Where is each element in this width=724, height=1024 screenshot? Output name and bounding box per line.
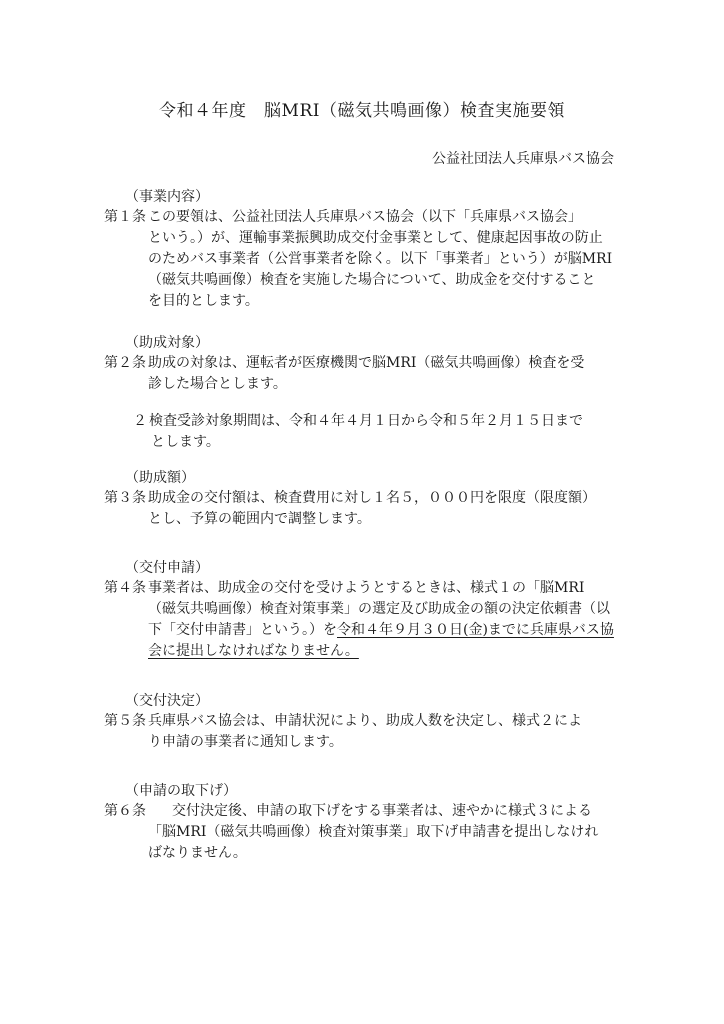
article-number: 第４条 [104,580,146,596]
article-line: を目的とします。 [148,293,259,309]
article-number: 第５条 [104,713,146,729]
article-5 [104,711,624,755]
article-line: という。）が、運輸事業振興助成交付金事業として、健康起因事故の防止 [148,230,603,246]
article-line: 助成金の交付額は、検査費用に対し１名５，０００円を限度（限度額） [148,490,596,506]
article-2 [104,353,624,397]
article-line: 兵庫県バス協会は、申請状況により、助成人数を決定し、様式２によ [148,713,582,729]
article-line: とし、予算の範囲内で調整します。 [148,511,371,527]
article-line: 事業者は、助成金の交付を受けようとするときは、様式１の「脳MRI [148,580,585,596]
article-line: 交付決定後、申請の取下げをする事業者は、速やかに様式３による [172,803,592,819]
article-line: この要領は、公益社団法人兵庫県バス協会（以下「兵庫県バス協会」 [148,209,582,225]
deadline-underlined-text-continued: 会に提出しなければなりません。 [148,643,359,659]
article-6 [104,801,624,867]
article-number: 第２条 [104,355,146,371]
organization-name: 公益社団法人兵庫県バス協会 [432,151,614,167]
article-number: 第６条 [104,803,146,819]
article-line: 「脳MRI（磁気共鳴画像）検査対策事業」取下げ申請書を提出しなけれ [148,824,599,840]
section-heading-6: （申請の取下げ） [125,783,237,799]
article-4 [104,578,624,666]
article-1 [104,207,624,317]
article-line: 助成の対象は、運転者が医療機関で脳MRI（磁気共鳴画像）検査を受 [148,355,585,371]
article-line [148,620,626,641]
article-line: 診した場合とします。 [148,376,287,392]
article-number: 第３条 [104,490,146,506]
page-title: 令和４年度 脳MRI（磁気共鳴画像）検査実施要領 [159,101,565,121]
article-line: ばなりません。 [148,845,247,861]
deadline-underlined-text: 令和４年９月３０日(金)までに兵庫県バス協 [337,622,614,638]
paragraph-line: とします。 [151,434,220,450]
article-line: のためバス事業者（公営事業者を除く。以下「事業者」という）が脳MRI [148,251,613,267]
article-line-text: 下「交付申請書」という。）を [148,622,337,638]
section-heading-4: （交付申請） [125,560,209,576]
section-heading-3: （助成額） [125,470,195,486]
article-line: り申請の事業者に通知します。 [148,734,343,750]
section-heading-2: （助成対象） [125,335,209,351]
paragraph-number: ２ [133,413,147,429]
article-line: （磁気共鳴画像）検査対策事業」の選定及び助成金の額の決定依頼書（以 [148,601,610,617]
article-3 [104,488,624,532]
section-heading-5: （交付決定） [125,693,209,709]
section-heading-1: （事業内容） [125,189,209,205]
article-number: 第１条 [104,209,146,225]
article-2-paragraph-2 [133,411,633,455]
article-line: （磁気共鳴画像）検査を実施した場合について、助成金を交付すること [148,272,596,288]
paragraph-line: 検査受診対象期間は、令和４年４月１日から令和５年２月１５日まで [149,413,583,429]
